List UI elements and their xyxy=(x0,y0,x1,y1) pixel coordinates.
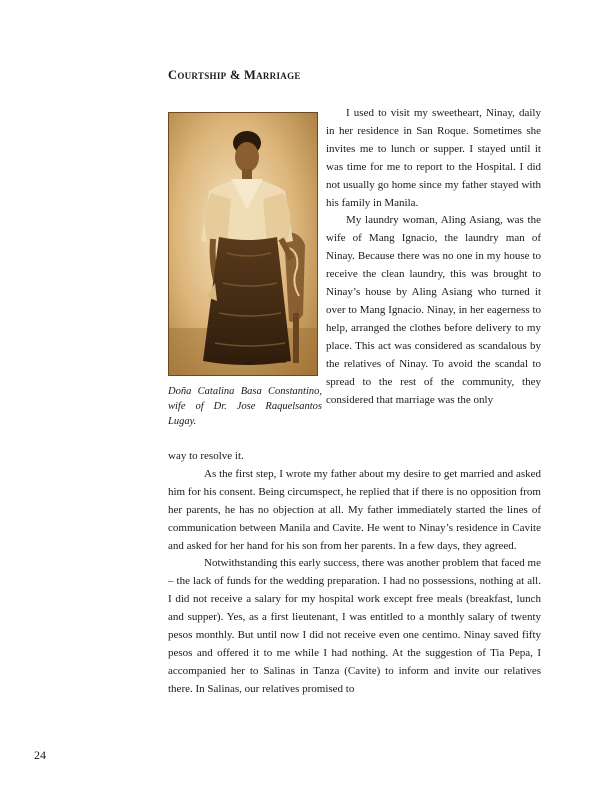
photo-caption: Doña Catalina Basa Constantino, wife of Dr. Jose Raquelsantos Lugay. xyxy=(168,386,322,427)
full-width-text xyxy=(168,448,541,699)
sepia-portrait-photo-icon xyxy=(169,113,317,375)
paragraph-2-continued: way to resolve it. xyxy=(168,450,244,462)
paragraph-2: My laundry woman, Aling Asiang, was the wife of Mang Ignacio, the laundry man of Ninay. Because there was no one in my house to receive the clean laundry, this was brought to Ninay’s house by Aling Asiang who turned it over to Mang Ignacio. Ninay, in her eagerness to help, arranged the clothes before delivery to my place. This act was considered as scandalous by the relatives of Ninay. To avoid the scandal to spread to the rest of the community, they considered that marriage was the only xyxy=(326,214,541,406)
paragraph-4: Notwithstanding this early success, there was another problem that faced me – the lack of funds for the wedding preparation. I had no possessions, nothing at all. I did not receive a salary for my hospital work except free meals (breakfast, lunch and supper). Yes, as a first lieutenant, I was entitled to a monthly salary of twenty pesos monthly. But until now I did not receive even one centimo. Ninay saved fifty pesos and offered it to me while I had nothing. At the suggestion of Tia Pepa, I accompanied her to Salinas in Tanza (Cavite) to inform and invite our relatives there. In Salinas, our relatives promised to xyxy=(168,557,541,695)
right-column-text xyxy=(326,105,541,409)
portrait-photo xyxy=(168,112,318,376)
paragraph-3: As the first step, I wrote my father about my desire to get married and asked him for his consent. Being circumspect, he replied that if there is no opposition from her parents, he has no objection at all. My father immediately started the lines of communication between Manila and Cavite. He went to Ninay’s residence in Cavite and asked for her hand for his son from her parents. In a few days, they agreed. xyxy=(168,467,541,552)
page-number: 24 xyxy=(34,748,46,762)
paragraph-1: I used to visit my sweetheart, Ninay, daily in her residence in San Roque. Sometimes she invites me to lunch or supper. I stayed until it was time for me to report to the Hospital. I did not usually go home since my father stayed with his family in Manila. xyxy=(326,107,541,209)
section-heading: Courtship & Marriage xyxy=(168,68,301,82)
